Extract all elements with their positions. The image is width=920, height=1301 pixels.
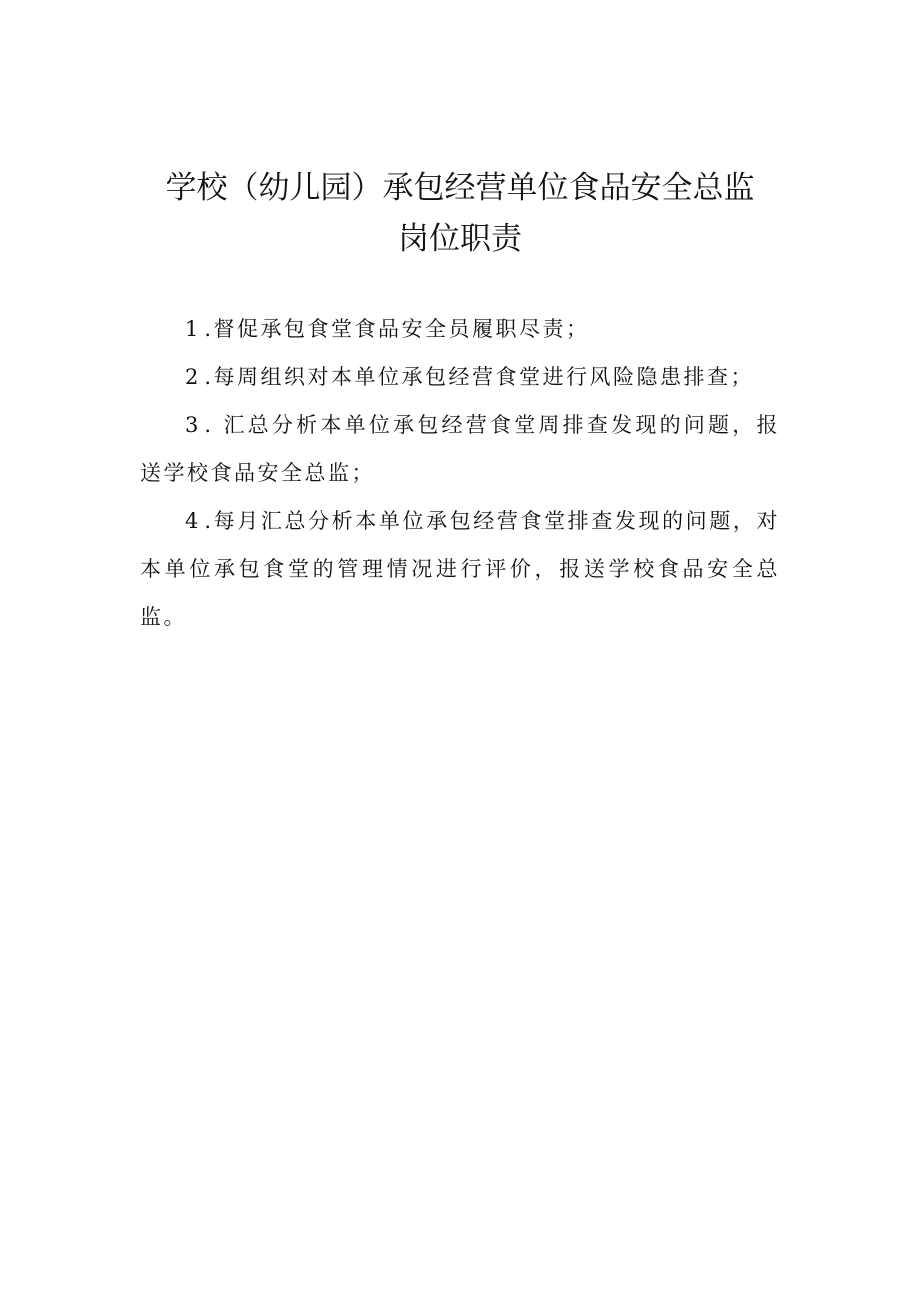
duty-item-text: .每月汇总分析本单位承包经营食堂排查发现的问题，对本单位承包食堂的管理情况进行评价，报送学校食品安全总监。 <box>140 509 780 629</box>
duty-item-3 <box>140 401 780 497</box>
duty-item-text: .督促承包食堂食品安全员履职尽责； <box>204 317 590 341</box>
document-body <box>140 305 780 641</box>
duty-item-text: .每周组织对本单位承包经营食堂进行风险隐患排查； <box>204 365 755 389</box>
duty-item-number: 4 <box>185 509 205 533</box>
document-title-line-2: 岗位职责 <box>398 221 522 257</box>
duty-item-2 <box>140 353 780 401</box>
duty-item-1 <box>140 305 780 353</box>
document-title-line-1: 学校（幼儿园）承包经营单位食品安全总监 <box>165 170 755 206</box>
duty-item-number: 2 <box>185 365 205 389</box>
duty-item-text: . 汇总分析本单位承包经营食堂周排查发现的问题，报送学校食品安全总监； <box>140 413 780 485</box>
duty-item-4 <box>140 497 780 641</box>
duty-item-number: 3 <box>185 413 205 437</box>
duty-item-number: 1 <box>185 317 205 341</box>
